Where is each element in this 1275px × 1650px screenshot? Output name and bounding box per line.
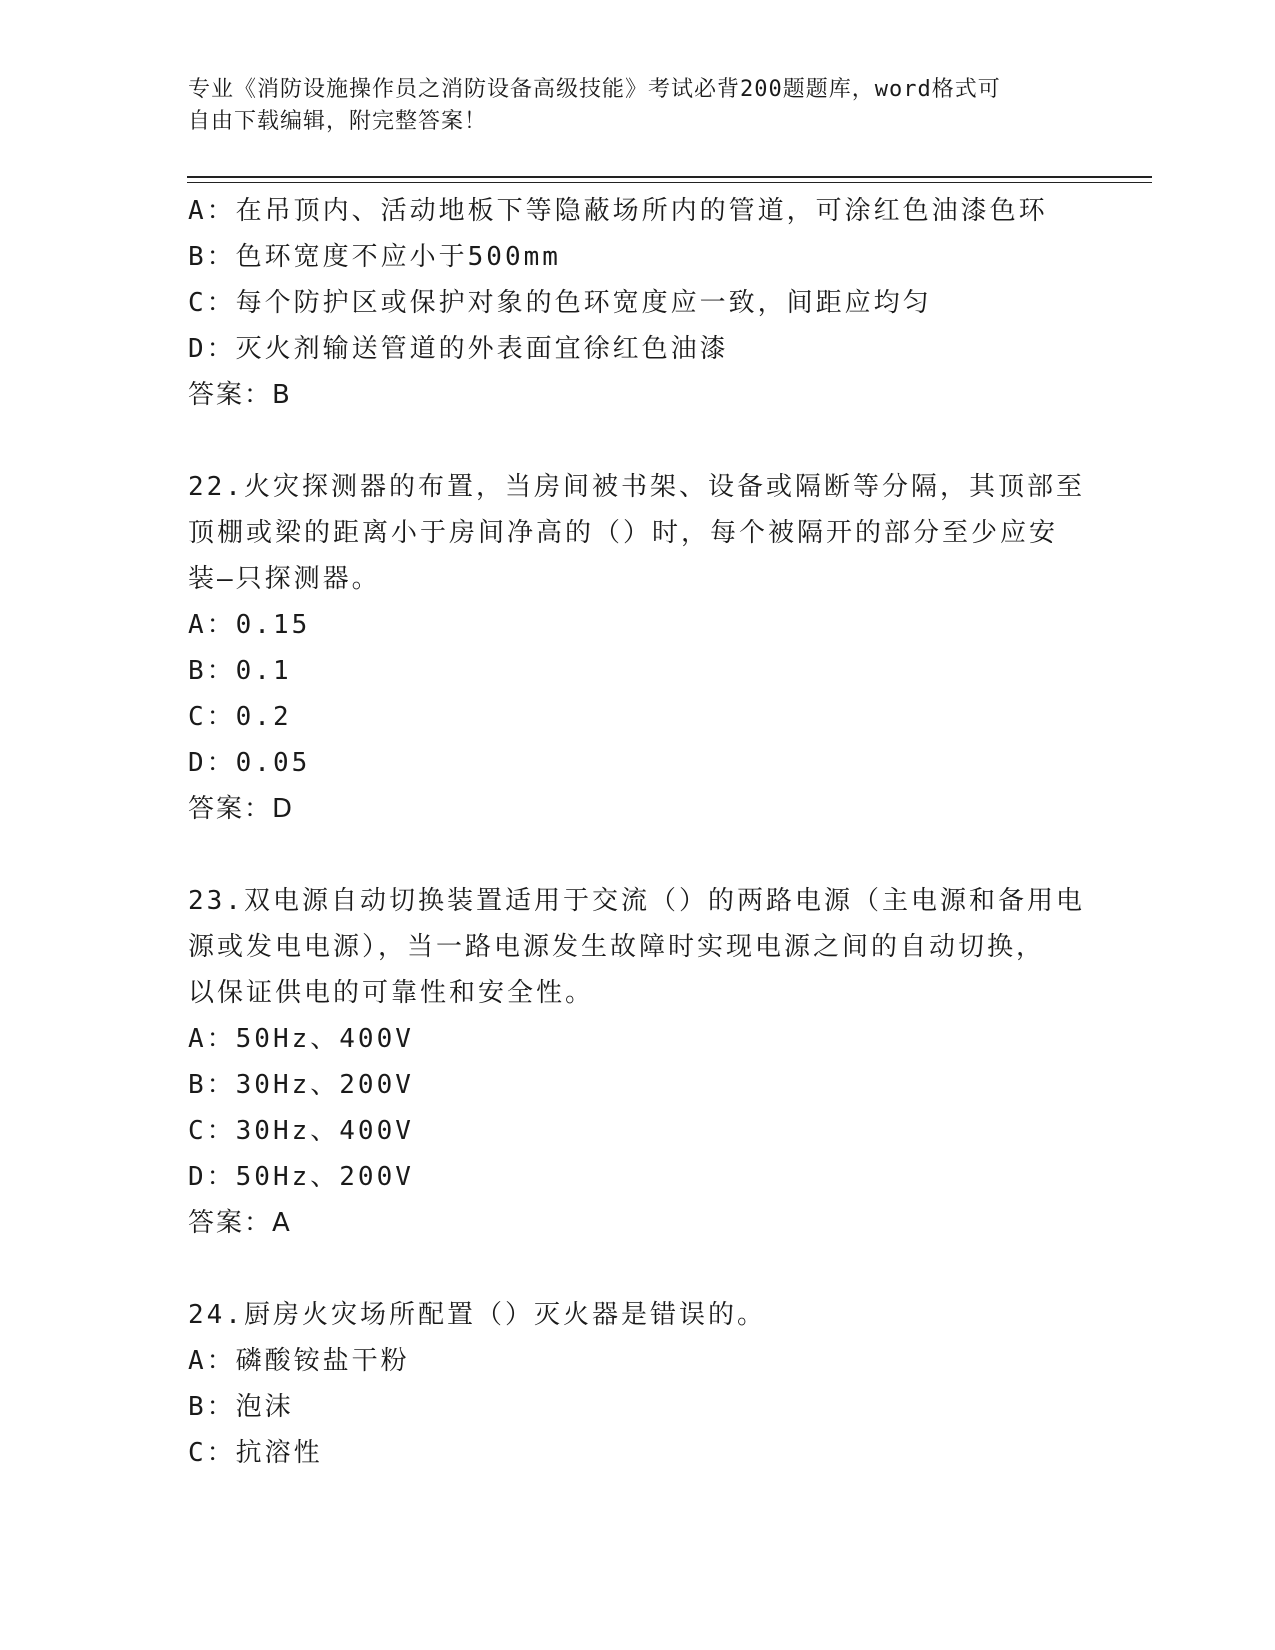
option-c: C：抗溶性 <box>188 1438 323 1468</box>
spacer <box>188 832 1088 878</box>
option-b: B：色环宽度不应小于500mm <box>188 242 561 272</box>
question-23 <box>188 878 1088 1246</box>
header-line-2: 自由下载编辑，附完整答案！ <box>188 109 488 134</box>
spacer <box>188 1246 1088 1292</box>
option-d: D：0.05 <box>188 748 311 778</box>
question-text-line: 23.双电源自动切换装置适用于交流（）的两路电源（主电源和备用电 <box>188 886 1085 916</box>
option-c: C：每个防护区或保护对象的色环宽度应一致，间距应均匀 <box>188 288 932 318</box>
answer-line: 答案：B <box>188 380 292 410</box>
option-d: D：50Hz、200V <box>188 1162 414 1192</box>
spacer <box>188 418 1088 464</box>
option-d: D：灭火剂输送管道的外表面宜徐红色油漆 <box>188 334 729 364</box>
option-b: B：30Hz、200V <box>188 1070 414 1100</box>
option-a: A：在吊顶内、活动地板下等隐蔽场所内的管道，可涂红色油漆色环 <box>188 196 1048 226</box>
question-text-line: 顶棚或梁的距离小于房间净高的（）时，每个被隔开的部分至少应安 <box>188 518 1059 548</box>
document-header <box>188 74 1088 138</box>
header-rule-thick <box>187 176 1152 178</box>
question-text-line: 源或发电电源），当一路电源发生故障时实现电源之间的自动切换， <box>188 932 1046 962</box>
header-rule-thin <box>187 182 1152 183</box>
question-text-line: 24.厨房火灾场所配置（）灭火器是错误的。 <box>188 1300 766 1330</box>
question-text-line: 装—只探测器。 <box>188 564 381 594</box>
question-22 <box>188 464 1088 832</box>
option-b: B：0.1 <box>188 656 292 686</box>
answer-line: 答案：D <box>188 794 295 824</box>
option-a: A：0.15 <box>188 610 311 640</box>
option-a: A：50Hz、400V <box>188 1024 414 1054</box>
option-c: C：0.2 <box>188 702 292 732</box>
answer-line: 答案：A <box>188 1208 292 1238</box>
option-c: C：30Hz、400V <box>188 1116 414 1146</box>
question-24 <box>188 1292 1088 1476</box>
option-b: B：泡沫 <box>188 1392 294 1422</box>
question-21-continued <box>188 188 1088 418</box>
question-list <box>188 188 1088 1476</box>
question-text-line: 22.火灾探测器的布置，当房间被书架、设备或隔断等分隔，其顶部至 <box>188 472 1085 502</box>
header-line-1: 专业《消防设施操作员之消防设备高级技能》考试必背200题题库，word格式可 <box>188 77 1001 102</box>
option-a: A：磷酸铵盐干粉 <box>188 1346 410 1376</box>
question-text-line: 以保证供电的可靠性和安全性。 <box>188 978 595 1008</box>
